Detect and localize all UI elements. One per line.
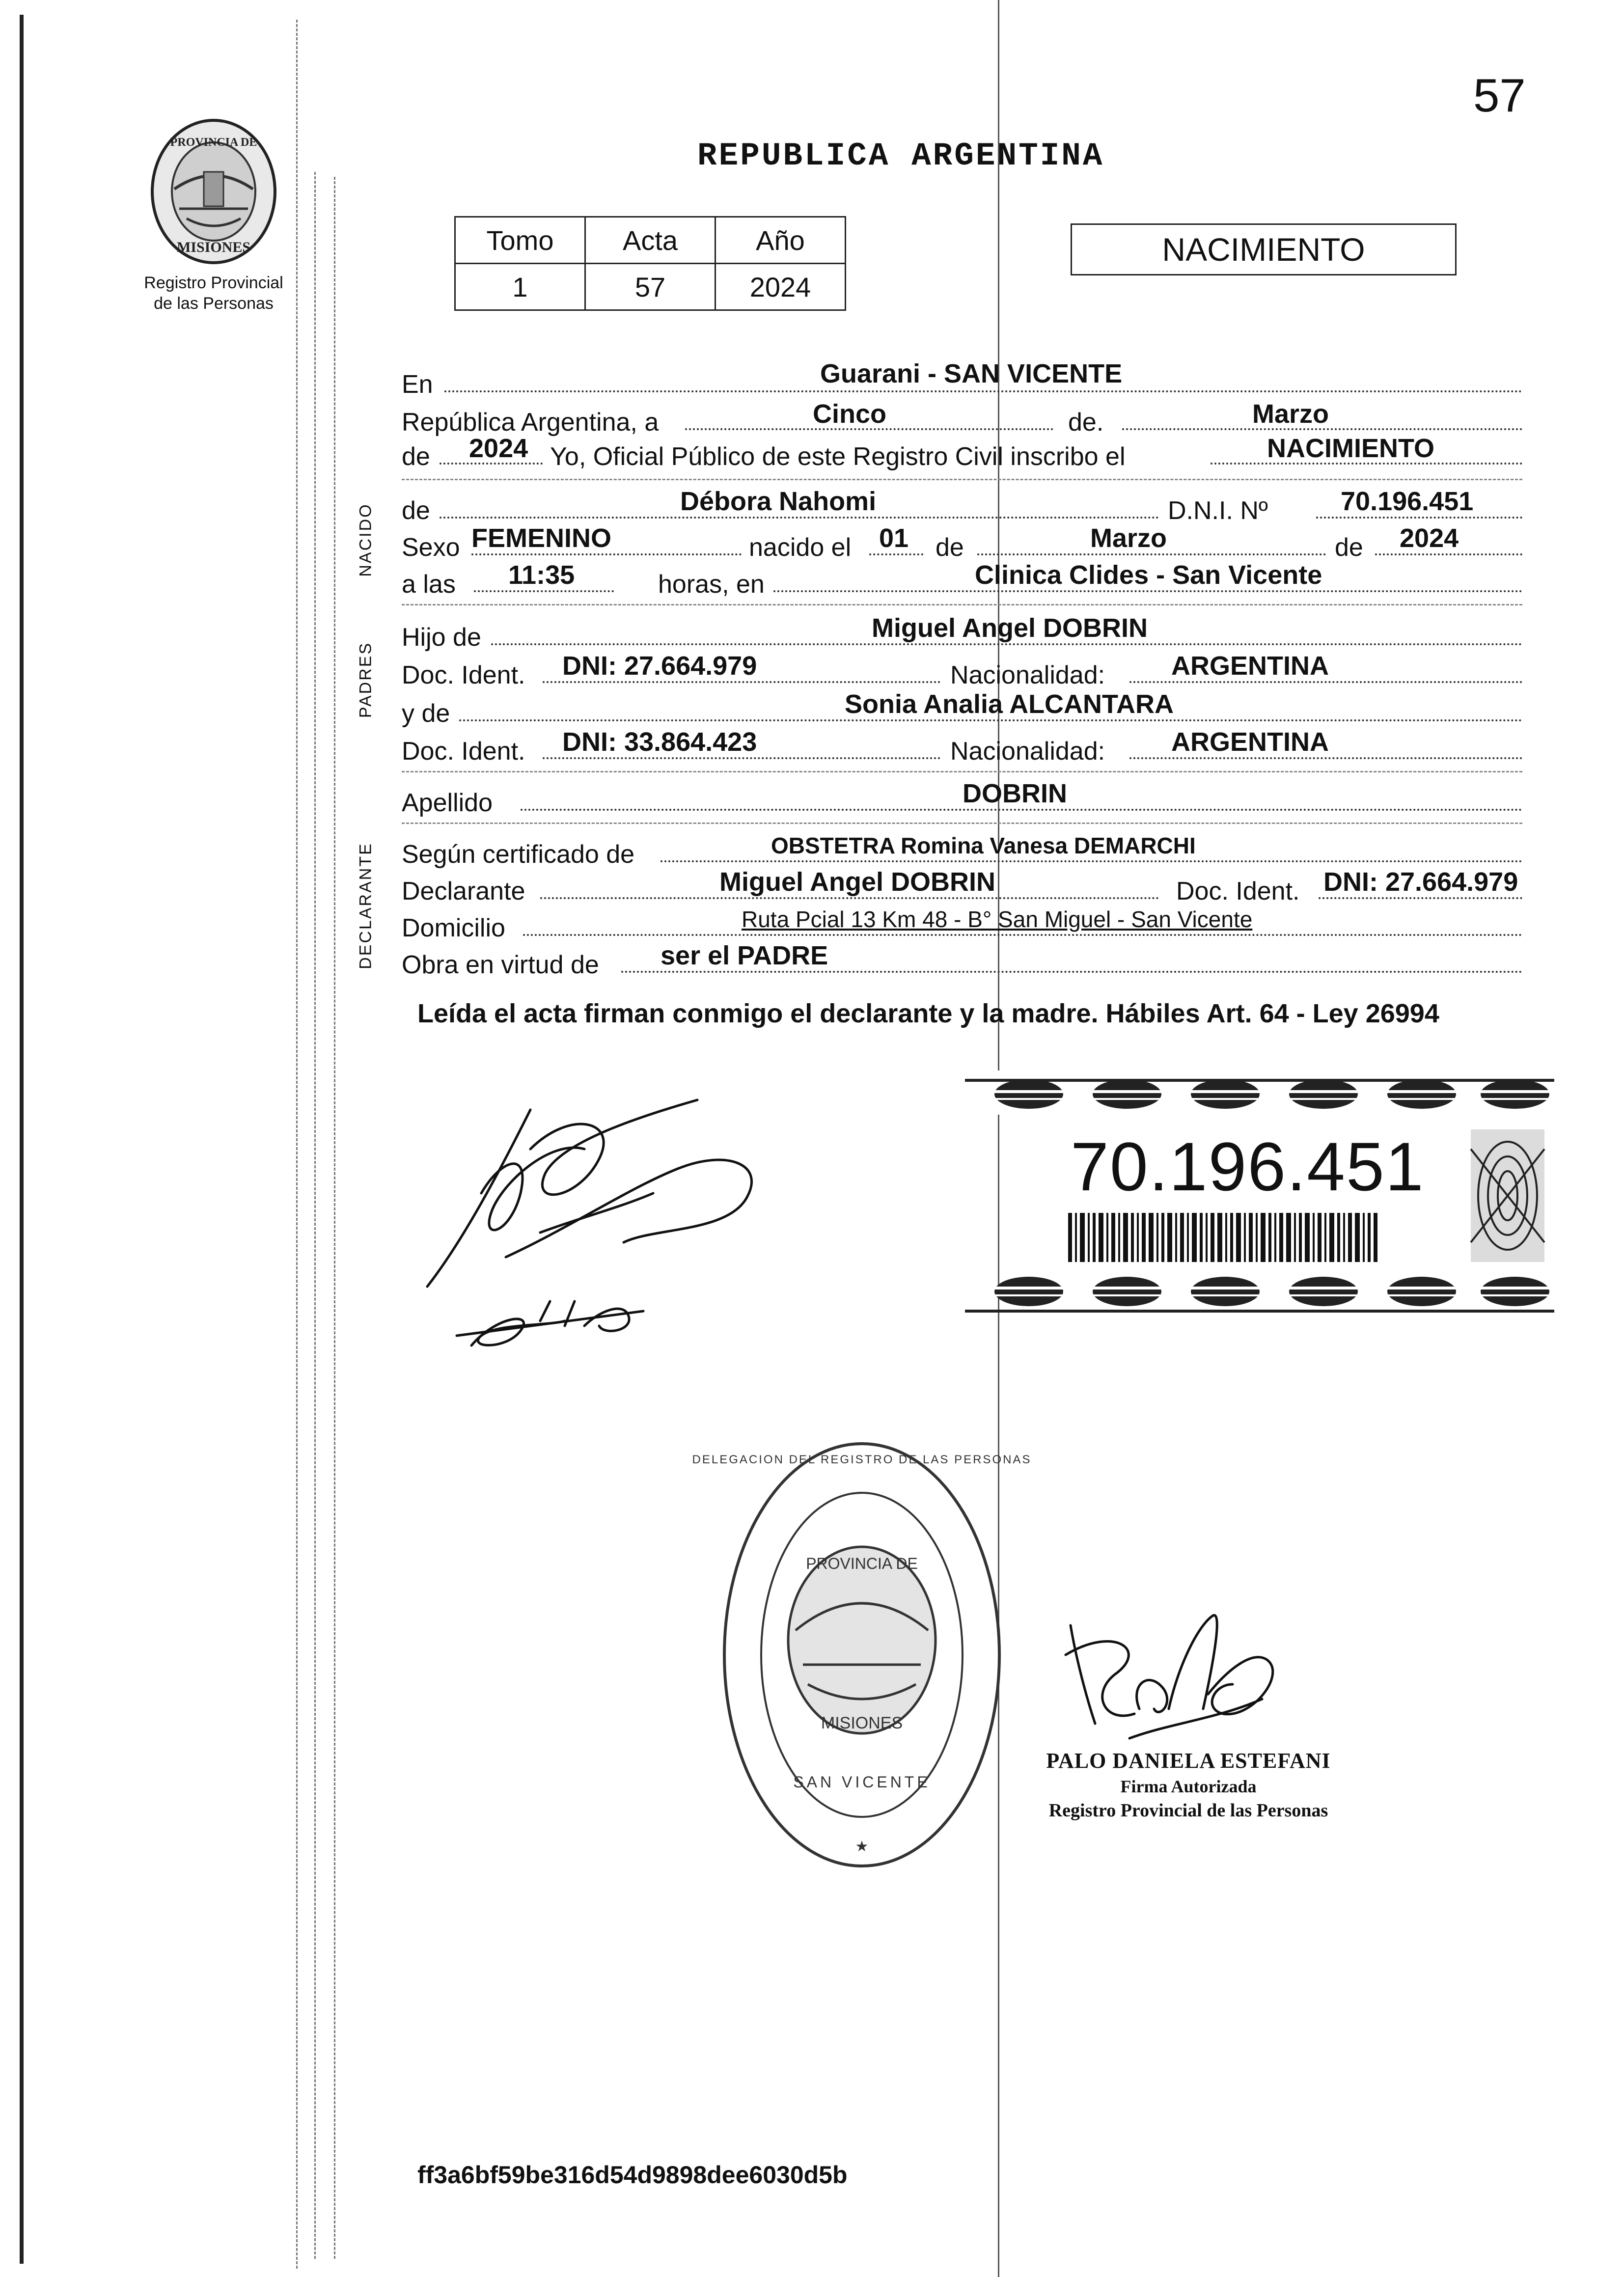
margin-dash-line bbox=[296, 20, 298, 2269]
label-hijo-de: Hijo de bbox=[402, 623, 481, 652]
hologram-icon bbox=[1471, 1129, 1544, 1262]
value-declarante: Miguel Angel DOBRIN bbox=[719, 867, 995, 897]
label-doc-ident-madre: Doc. Ident. bbox=[402, 737, 525, 766]
line-madre bbox=[459, 719, 1522, 721]
label-segun-certificado: Según certificado de bbox=[402, 840, 635, 869]
record-type-box: NACIMIENTO bbox=[1071, 223, 1457, 275]
label-apellido: Apellido bbox=[402, 789, 493, 817]
document-hash: ff3a6bf59be316d54d9898dee6030d5b bbox=[417, 2161, 848, 2189]
label-doc-ident-declarante: Doc. Ident. bbox=[1176, 877, 1300, 905]
label-domicilio: Domicilio bbox=[402, 914, 505, 942]
label-dni: D.N.I. Nº bbox=[1168, 496, 1268, 525]
dash-row bbox=[402, 604, 1522, 605]
registry-label: Registro Provincial de las Personas bbox=[144, 274, 283, 313]
dash-row bbox=[402, 823, 1522, 824]
line-dni bbox=[1316, 517, 1522, 519]
sticker-pattern-top bbox=[965, 1070, 1554, 1115]
value-padre-nac: ARGENTINA bbox=[1171, 651, 1329, 681]
stamp-inner-bottom: MISIONES bbox=[821, 1714, 903, 1732]
document-title: REPUBLICA ARGENTINA bbox=[697, 137, 1104, 174]
value-dia: Cinco bbox=[813, 399, 887, 429]
value-madre-doc: DNI: 33.864.423 bbox=[562, 727, 757, 757]
value-apellido: DOBRIN bbox=[963, 779, 1067, 808]
signer-office: Registro Provincial de las Personas bbox=[1048, 1800, 1328, 1821]
value-nac-mes: Marzo bbox=[1090, 523, 1167, 553]
table-value-tomo: 1 bbox=[455, 264, 585, 310]
line-nombre bbox=[440, 517, 1159, 519]
dash-row bbox=[402, 479, 1522, 480]
line-en bbox=[444, 390, 1522, 392]
line-hora bbox=[474, 590, 614, 592]
line-nac-anio bbox=[1375, 553, 1522, 555]
value-certificado: OBSTETRA Romina Vanesa DEMARCHI bbox=[771, 833, 1196, 858]
value-anio: 2024 bbox=[469, 434, 528, 463]
label-horas-en: horas, en bbox=[658, 570, 765, 599]
svg-text:★: ★ bbox=[855, 1838, 869, 1855]
label-nacionalidad-padre: Nacionalidad: bbox=[950, 661, 1105, 689]
line-madre-doc bbox=[543, 757, 940, 759]
table-header-anio: Año bbox=[716, 217, 846, 264]
section-label-padres: PADRES bbox=[356, 641, 375, 718]
value-nac-dia: 01 bbox=[879, 523, 909, 553]
label-de: de bbox=[402, 442, 430, 471]
label-de-nac-anio: de bbox=[1335, 533, 1363, 562]
left-margin-rule bbox=[20, 15, 24, 2264]
value-domicilio: Ruta Pcial 13 Km 48 - B° San Miguel - San Vicente bbox=[742, 906, 1253, 932]
section-label-declarante: DECLARANTE bbox=[356, 842, 375, 969]
line-nac-dia bbox=[869, 553, 923, 555]
stamp-inner-top: PROVINCIA DE bbox=[806, 1555, 918, 1572]
official-stamp-icon bbox=[692, 1434, 1032, 1876]
label-en: En bbox=[402, 370, 433, 399]
value-dni: 70.196.451 bbox=[1341, 487, 1474, 516]
label-de-nac-mes: de bbox=[936, 533, 964, 562]
label-declarante: Declarante bbox=[402, 877, 525, 905]
page-number: 57 bbox=[1473, 69, 1526, 122]
value-tipo: NACIMIENTO bbox=[1267, 434, 1435, 463]
label-doc-ident-padre: Doc. Ident. bbox=[402, 661, 525, 689]
signer-name: PALO DANIELA ESTEFANI bbox=[1046, 1749, 1331, 1773]
signer-role: Firma Autorizada bbox=[1120, 1777, 1257, 1796]
value-nac-anio: 2024 bbox=[1400, 523, 1459, 553]
line-lugar-nac bbox=[773, 590, 1522, 592]
value-virtud: ser el PADRE bbox=[661, 941, 828, 970]
stamp-city: SAN VICENTE bbox=[793, 1773, 931, 1791]
label-de-nombre: de bbox=[402, 496, 430, 525]
label-obra-en-virtud: Obra en virtud de bbox=[402, 951, 599, 979]
value-padre-doc: DNI: 27.664.979 bbox=[562, 651, 757, 681]
margin-dash-line-2 bbox=[314, 172, 316, 2259]
dni-sticker bbox=[965, 1070, 1554, 1316]
record-table bbox=[454, 216, 846, 311]
value-nombre: Débora Nahomi bbox=[680, 487, 877, 516]
seal-bottom-text: MISIONES bbox=[176, 239, 251, 255]
closing-text: Leída el acta firman conmigo el declarante y la madre. Hábiles Art. 64 - Ley 26994 bbox=[417, 999, 1439, 1028]
value-declarante-doc: DNI: 27.664.979 bbox=[1323, 867, 1518, 897]
line-padre bbox=[491, 643, 1522, 645]
table-header-acta: Acta bbox=[585, 217, 716, 264]
sticker-pattern-bottom bbox=[965, 1272, 1554, 1316]
table-value-anio: 2024 bbox=[716, 264, 846, 310]
official-signature-icon bbox=[1056, 1596, 1301, 1753]
value-hora: 11:35 bbox=[508, 560, 575, 590]
label-nacido-el: nacido el bbox=[749, 533, 852, 562]
label-republica: República Argentina, a bbox=[402, 408, 659, 437]
line-apellido bbox=[521, 809, 1522, 811]
barcode-icon bbox=[1068, 1213, 1377, 1262]
stamp-ring-text: DELEGACION DEL REGISTRO DE LAS PERSONAS bbox=[692, 1453, 1032, 1466]
value-mes: Marzo bbox=[1252, 399, 1329, 429]
signature-stamp bbox=[982, 1748, 1395, 1821]
declarant-signature-icon bbox=[422, 1080, 894, 1355]
dash-row bbox=[402, 771, 1522, 772]
value-padre: Miguel Angel DOBRIN bbox=[872, 613, 1148, 643]
line-madre-nac bbox=[1129, 757, 1522, 759]
value-lugar-nac: Clinica Clides - San Vicente bbox=[975, 560, 1322, 590]
label-nacionalidad-madre: Nacionalidad: bbox=[950, 737, 1105, 766]
line-padre-nac bbox=[1129, 681, 1522, 683]
line-padre-doc bbox=[543, 681, 940, 683]
label-y-de: y de bbox=[402, 699, 450, 728]
line-domicilio bbox=[523, 934, 1522, 936]
table-value-acta: 57 bbox=[585, 264, 716, 310]
margin-dash-line-3 bbox=[334, 177, 335, 2259]
line-nac-mes bbox=[977, 553, 1326, 555]
value-madre-nac: ARGENTINA bbox=[1171, 727, 1329, 757]
value-sexo: FEMENINO bbox=[471, 523, 612, 553]
line-virtud bbox=[621, 971, 1522, 973]
label-de-mes: de. bbox=[1068, 408, 1104, 437]
label-sexo: Sexo bbox=[402, 533, 460, 562]
label-oficial: Yo, Oficial Público de este Registro Civil inscribo el bbox=[550, 442, 1126, 471]
seal-top-text: PROVINCIA DE bbox=[170, 136, 257, 149]
label-a-las: a las bbox=[402, 570, 456, 599]
sticker-dni-number: 70.196.451 bbox=[1071, 1128, 1425, 1205]
section-label-nacido: NACIDO bbox=[356, 503, 375, 577]
line-declarante bbox=[540, 897, 1159, 899]
value-lugar: Guarani - SAN VICENTE bbox=[820, 359, 1123, 388]
province-seal-icon bbox=[147, 115, 280, 270]
table-header-tomo: Tomo bbox=[455, 217, 585, 264]
line-sexo bbox=[471, 553, 742, 555]
line-certificado bbox=[661, 860, 1522, 862]
line-declarante-doc bbox=[1319, 897, 1522, 899]
value-madre: Sonia Analia ALCANTARA bbox=[845, 689, 1174, 719]
